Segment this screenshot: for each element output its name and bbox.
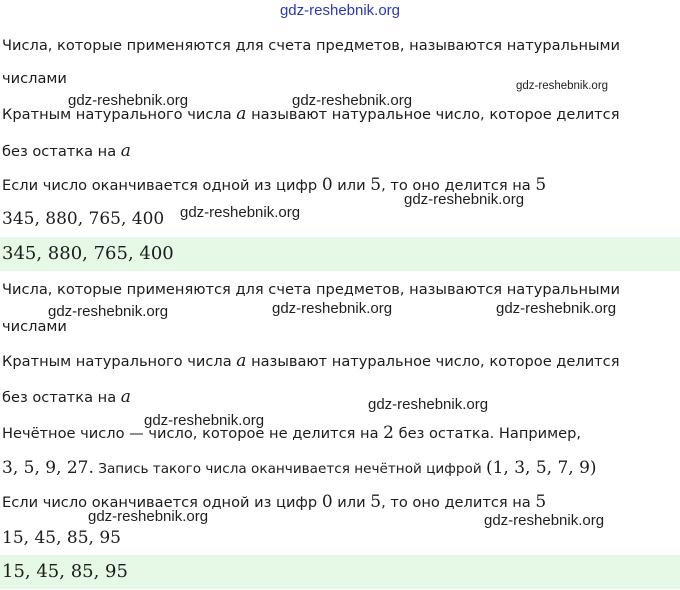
text: , то оно делится на — [381, 177, 536, 194]
definition-multiple-line-2 — [2, 387, 131, 408]
math-numbers: 3, 5, 9, 27. — [2, 458, 94, 478]
math-digit: 5 — [370, 175, 382, 195]
watermark: gdz-reshebnik.org — [88, 508, 209, 525]
text: Кратным натурального числа — [2, 106, 237, 123]
answer-text: 15, 45, 85, 95 — [2, 561, 128, 582]
text: без остатка на — [2, 143, 121, 160]
watermark: gdz-reshebnik.org — [292, 92, 413, 109]
text: называют натуральное число, которое делится — [246, 353, 620, 370]
watermark: gdz-reshebnik.org — [496, 300, 617, 317]
math-digit: 5 — [535, 492, 547, 512]
watermark: gdz-reshebnik.org — [48, 303, 169, 320]
numbers-list: 15, 45, 85, 95 — [2, 528, 121, 548]
site-title-link[interactable]: gdz-reshebnik.org — [279, 2, 401, 19]
math-digit: 5 — [370, 492, 382, 512]
math-digit: 2 — [383, 423, 394, 443]
math-digit: 0 — [321, 492, 333, 512]
watermark: gdz-reshebnik.org — [484, 512, 605, 529]
definition-natural-line-1: Числа, которые применяются для счета предметов, называются натуральными — [2, 281, 621, 298]
math-digit: 5 — [535, 175, 547, 195]
text: или — [332, 494, 371, 511]
text: без остатка. Например, — [393, 425, 582, 442]
text: или — [332, 177, 371, 194]
math-variable: a — [236, 351, 247, 371]
definition-multiple-line-1 — [2, 351, 620, 372]
answer-box — [0, 555, 680, 589]
definition-natural-line-2: числами — [2, 70, 67, 87]
watermark: gdz-reshebnik.org — [180, 204, 301, 221]
text: называют натуральное число, которое делится — [246, 106, 620, 123]
text: Запись такого числа оканчивается нечётной цифрой — [93, 461, 486, 477]
odd-number-definition-line-1 — [2, 423, 581, 444]
numbers-list: 345, 880, 765, 400 — [2, 209, 165, 229]
math-variable: a — [120, 141, 131, 161]
odd-number-definition-line-2 — [2, 458, 597, 479]
answer-box — [0, 237, 680, 271]
definition-natural-line-2: числами — [2, 318, 67, 335]
watermark: gdz-reshebnik.org — [404, 191, 525, 208]
text: Нечётное число — число, которое не делится на — [2, 425, 384, 442]
text: без остатка на — [2, 389, 121, 406]
watermark: gdz-reshebnik.org — [144, 412, 265, 429]
math-variable: a — [236, 104, 247, 124]
definition-natural-line-1: Числа, которые применяются для счета предметов, называются натуральными — [2, 37, 621, 54]
math-variable: a — [120, 387, 131, 407]
text: Если число оканчивается одной из цифр — [2, 494, 322, 511]
math-digit: 0 — [321, 175, 333, 195]
divisibility-by-5-rule — [2, 492, 546, 513]
definition-multiple-line-2 — [2, 141, 131, 162]
math-digits: (1, 3, 5, 7, 9) — [485, 458, 597, 478]
text: Кратным натурального числа — [2, 353, 237, 370]
watermark: gdz-reshebnik.org — [272, 300, 393, 317]
watermark: gdz-reshebnik.org — [368, 396, 489, 413]
answer-text: 345, 880, 765, 400 — [2, 243, 174, 264]
text: , то оно делится на — [381, 494, 536, 511]
watermark: gdz-reshebnik.org — [516, 80, 609, 92]
text: Если число оканчивается одной из цифр — [2, 177, 322, 194]
watermark: gdz-reshebnik.org — [68, 92, 189, 109]
